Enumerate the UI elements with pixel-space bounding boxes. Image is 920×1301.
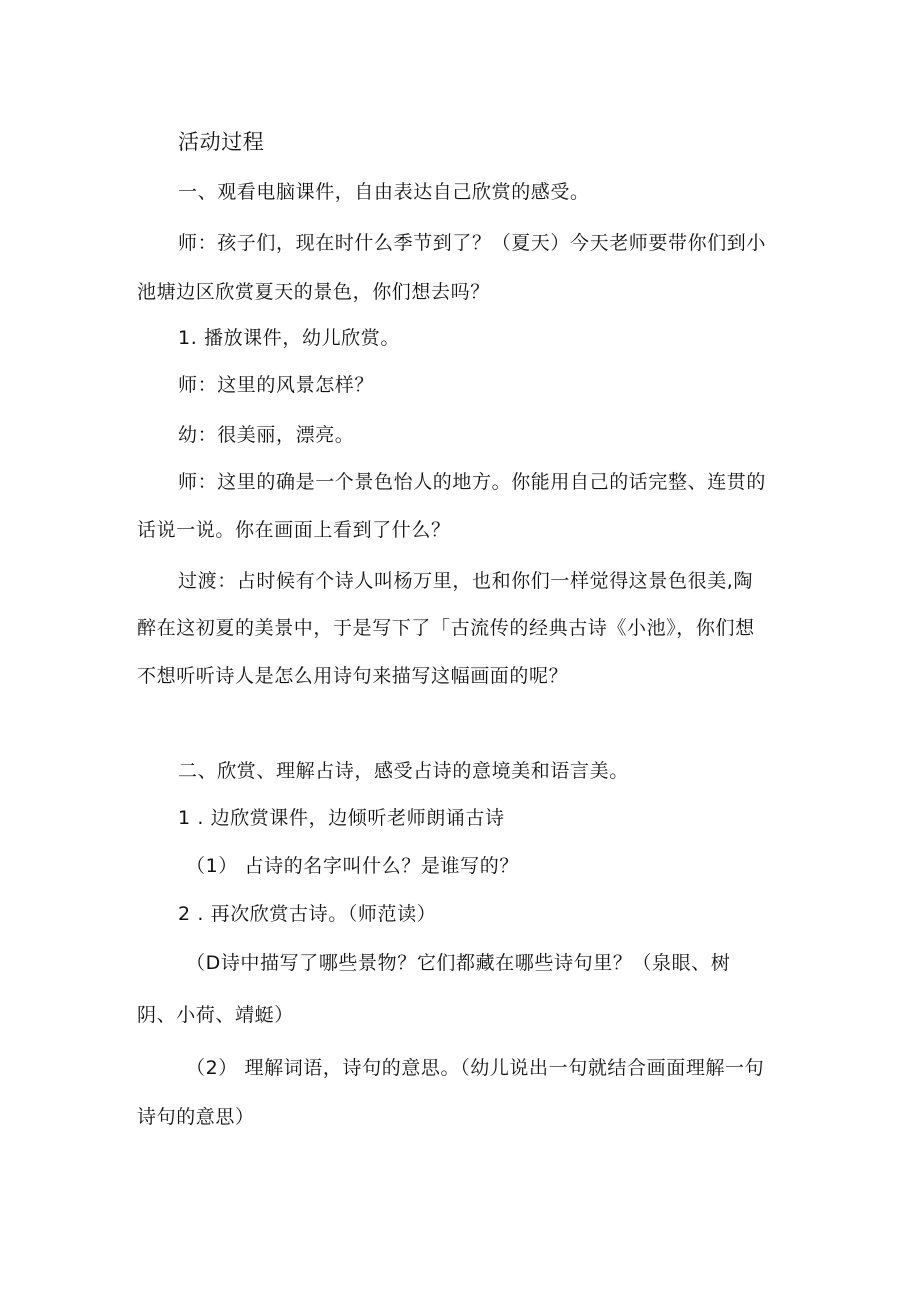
- paragraph-line: （1） 占诗的名字叫什么？是谁写的？: [186, 855, 519, 877]
- paragraph-line: 不想听听诗人是怎么用诗句来描写这幅画面的呢？: [137, 665, 569, 687]
- paragraph-line: 2 . 再次欣赏古诗。（师范读）: [178, 903, 437, 925]
- paragraph-line: （D诗中描写了哪些景物？它们都藏在哪些诗句里？（泉眼、树: [186, 952, 731, 974]
- paragraph-line: 一、观看电脑课件，自由表达自己欣赏的感受。: [178, 181, 590, 203]
- paragraph-line: 池塘边区欣赏夏天的景色，你们想去吗？: [137, 281, 490, 303]
- section-heading: 活动过程: [178, 130, 265, 154]
- paragraph-line: 醉在这初夏的美景中，于是写下了「古流传的经典古诗《小池》，你们想: [137, 617, 755, 639]
- paragraph-line: （2） 理解词语，诗句的意思。（幼儿说出一句就结合画面理解一句: [186, 1057, 765, 1079]
- paragraph-line: 师：孩子们，现在时什么季节到了？（夏天）今天老师要带你们到小: [178, 232, 767, 254]
- paragraph-line: 幼：很美丽，漂亮。: [178, 424, 355, 446]
- paragraph-line: 师：这里的确是一个景色怡人的地方。你能用自己的话完整、连贯的: [178, 471, 767, 493]
- paragraph-line: 师：这里的风景怎样？: [178, 374, 375, 396]
- paragraph-line: 过渡：占时候有个诗人叫杨万里，也和你们一样觉得这景色很美,陶: [178, 570, 754, 592]
- paragraph-line: 1. 播放课件，幼儿欣赏。: [178, 327, 400, 349]
- paragraph-line: 阴、小荷、靖蜓）: [137, 1004, 294, 1026]
- paragraph-line: 话说一说。你在画面上看到了什么？: [137, 519, 451, 541]
- paragraph-line: 诗句的意思）: [137, 1106, 255, 1128]
- paragraph-line: 二、欣赏、理解占诗，感受占诗的意境美和语言美。: [178, 760, 629, 782]
- paragraph-line: 1 . 边欣赏课件，边倾听老师朗诵古诗: [178, 807, 505, 829]
